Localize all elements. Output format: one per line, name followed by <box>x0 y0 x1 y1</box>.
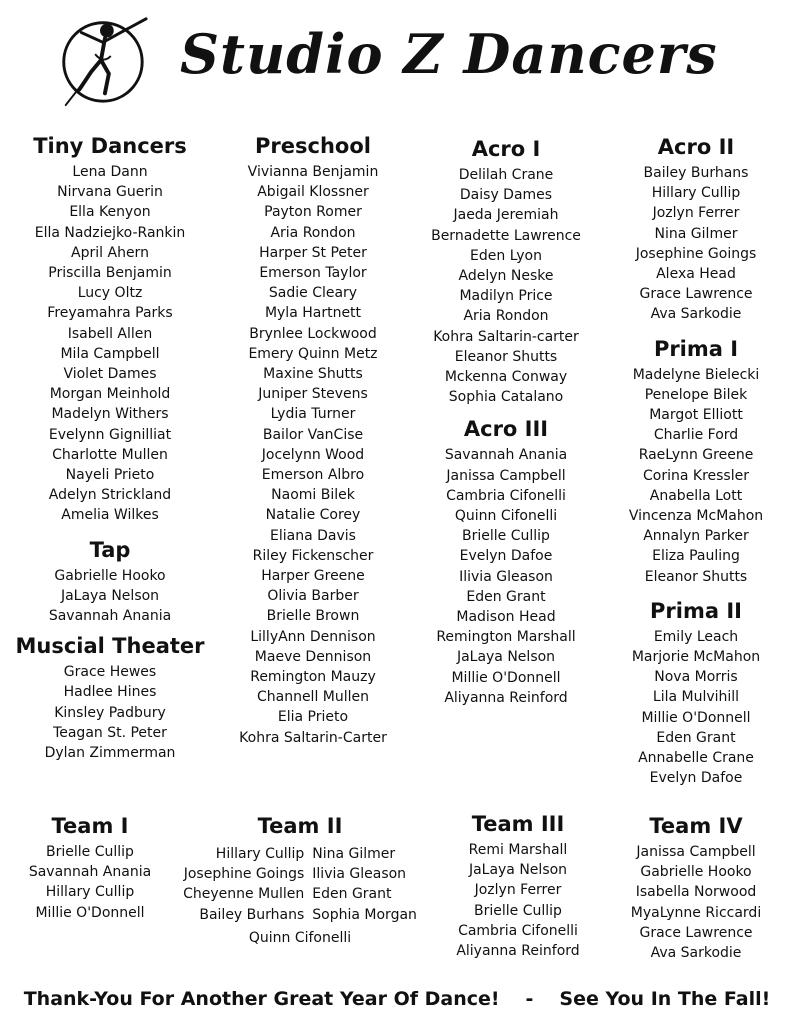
list-item: Charlie Ford <box>653 427 739 444</box>
column-3 <box>418 135 594 708</box>
group-list-tiny-dancers <box>10 162 210 526</box>
list-item: Lucy Oltz <box>77 285 143 302</box>
list-item: MyaLynne Riccardi <box>630 904 762 921</box>
list-item: Grace Lawrence <box>639 924 753 941</box>
list-item: Sadie Cleary <box>268 285 358 302</box>
footer-thank-you: Thank-You For Another Great Year Of Dance! <box>23 988 500 1010</box>
list-item: Millie O'Donnell <box>641 709 751 726</box>
list-item: Jocelynn Wood <box>261 446 365 463</box>
list-item: Adelyn Strickland <box>48 487 172 504</box>
list-item: Ella Kenyon <box>69 204 151 221</box>
list-item: Maxine Shutts <box>263 366 363 383</box>
footer-message <box>0 988 794 1010</box>
group-list-team-2-right <box>312 844 417 925</box>
group-list-preschool <box>212 162 414 748</box>
list-item: Violet Dames <box>63 366 157 383</box>
list-item: Janissa Campbell <box>636 844 756 860</box>
list-item: Evelynn Gignilliat <box>48 426 172 443</box>
list-item: Channell Mullen <box>256 689 370 706</box>
list-item: Eden Grant <box>312 886 392 903</box>
list-item: Nayeli Prieto <box>65 467 155 484</box>
footer-separator: - <box>525 988 534 1010</box>
list-item: Cambria Cifonelli <box>446 487 566 504</box>
list-item: Brielle Cullip <box>462 528 550 545</box>
list-item: Eliza Pauling <box>652 548 740 565</box>
list-item: Delilah Crane <box>458 167 554 183</box>
list-item: Josephine Goings <box>635 245 757 262</box>
list-item: Kohra Saltarin-Carter <box>239 729 387 746</box>
group-title-tap: Tap <box>89 537 131 562</box>
list-item: Lena Dann <box>72 164 148 180</box>
list-item: Brynlee Lockwood <box>249 325 377 342</box>
list-item: Madelyne Bielecki <box>632 366 760 383</box>
list-item: Eleanor Shutts <box>454 348 558 365</box>
team-2-section <box>172 812 428 948</box>
dancer-in-circle-logo-icon <box>52 10 150 110</box>
list-item: Hillary Cullip <box>215 846 305 862</box>
list-item: Jozlyn Ferrer <box>652 205 740 222</box>
list-item: Cheyenne Mullen <box>183 886 305 903</box>
list-item: Amelia Wilkes <box>61 507 159 524</box>
list-item: JaLaya Nelson <box>468 862 568 879</box>
group-title-team-4: Team IV <box>649 814 743 838</box>
group-title-team-1: Team I <box>51 814 129 838</box>
team-1-section <box>12 812 168 923</box>
list-item: Aliyanna Reinford <box>456 943 580 960</box>
list-item: Aliyanna Reinford <box>444 689 568 706</box>
list-item: Savannah Anania <box>48 608 172 625</box>
list-item: Freyamahra Parks <box>47 305 173 322</box>
list-item: Bailey Burhans <box>199 906 305 923</box>
list-item: Bernadette Lawrence <box>431 227 581 244</box>
list-item: Riley Fickenscher <box>252 547 374 564</box>
list-item: Kohra Saltarin-carter <box>433 328 579 345</box>
list-item: Nina Gilmer <box>654 225 738 242</box>
list-item: Olivia Barber <box>267 588 359 605</box>
list-item: LillyAnn Dennison <box>250 628 376 645</box>
list-item: Naomi Bilek <box>271 487 355 504</box>
list-item: Hadlee Hines <box>63 684 157 701</box>
group-list-acro-3 <box>418 445 594 708</box>
page-title: Studio Z Dancers <box>180 22 718 86</box>
list-item: Lila Mulvihill <box>652 689 740 706</box>
list-item: Natalie Corey <box>265 507 361 524</box>
group-list-team-3 <box>436 840 600 961</box>
list-item: Myla Hartnett <box>264 305 362 322</box>
list-item: Gabrielle Hooko <box>54 567 166 584</box>
list-item: Eden Lyon <box>470 247 542 264</box>
list-item: JaLaya Nelson <box>60 587 160 604</box>
list-item: Emerson Albro <box>261 467 365 484</box>
list-item: Eliana Davis <box>270 527 356 544</box>
group-list-musical-theater <box>10 662 210 763</box>
list-item: Harper St Peter <box>259 244 367 261</box>
list-item: Emily Leach <box>653 628 739 645</box>
group-list-team-4 <box>608 842 784 963</box>
list-item: Madelyn Withers <box>51 406 169 423</box>
list-item: Evelyn Dafoe <box>649 770 743 787</box>
list-item: Quinn Cifonelli <box>454 508 558 525</box>
column-2 <box>212 132 414 748</box>
group-list-tap <box>10 566 210 627</box>
list-item: Brielle Cullip <box>46 844 134 860</box>
list-item: Priscilla Benjamin <box>48 265 172 282</box>
list-item: JaLaya Nelson <box>456 649 556 666</box>
list-item: Annalyn Parker <box>643 528 749 545</box>
list-item: Dylan Zimmerman <box>44 745 176 762</box>
list-item: Millie O'Donnell <box>451 669 561 686</box>
list-item: Alexa Head <box>656 266 736 283</box>
list-item: Bailey Burhans <box>643 165 749 181</box>
list-item: Remington Mauzy <box>250 669 376 686</box>
list-item: Corina Kressler <box>643 467 749 484</box>
list-item: Kinsley Padbury <box>54 704 166 721</box>
team-3-section <box>436 810 600 961</box>
list-item: Isabell Allen <box>67 325 153 342</box>
list-item: Millie O'Donnell <box>35 904 145 921</box>
list-item: Cambria Cifonelli <box>458 922 578 939</box>
group-list-team-2-left <box>183 844 304 925</box>
list-item: Janissa Campbell <box>446 467 566 484</box>
list-item: Marjorie McMahon <box>631 649 761 666</box>
list-item: Eden Grant <box>466 588 546 605</box>
group-title-team-3: Team III <box>471 812 565 836</box>
list-item: Josephine Goings <box>183 866 305 883</box>
list-item: Maeve Dennison <box>254 648 372 665</box>
list-item: Abigail Klossner <box>257 184 369 201</box>
list-item: Adelyn Neske <box>458 268 554 285</box>
group-title-acro-1: Acro I <box>471 137 541 161</box>
group-title-preschool: Preschool <box>255 134 371 158</box>
list-item: Nirvana Guerin <box>57 184 163 201</box>
list-item: Juniper Stevens <box>258 386 368 403</box>
list-item: Madilyn Price <box>459 288 553 305</box>
list-item: Savannah Anania <box>444 447 568 464</box>
list-item: Mckenna Conway <box>444 369 568 386</box>
list-item: Ilivia Gleason <box>312 866 407 883</box>
list-item: Ilivia Gleason <box>459 568 553 585</box>
list-item: Hillary Cullip <box>651 185 741 202</box>
group-list-acro-1 <box>418 165 594 407</box>
list-item: Charlotte Mullen <box>52 446 168 463</box>
list-item: Gabrielle Hooko <box>640 864 752 881</box>
group-list-prima-1 <box>606 365 786 587</box>
group-title-prima-2: Prima II <box>650 598 742 623</box>
list-item: Teagan St. Peter <box>53 724 167 741</box>
team-2-grid <box>172 844 428 925</box>
list-item: Isabella Norwood <box>635 884 757 901</box>
list-item: Ava Sarkodie <box>650 306 742 323</box>
list-item: Eden Grant <box>656 729 736 746</box>
list-item: Emery Quinn Metz <box>248 345 378 362</box>
list-item: Remi Marshall <box>468 842 568 858</box>
group-title-prima-1: Prima I <box>653 336 739 361</box>
list-item: Eleanor Shutts <box>644 568 748 585</box>
list-item: Anabella Lott <box>649 487 743 504</box>
team-4-section <box>608 812 784 963</box>
list-item: Vincenza McMahon <box>628 508 764 525</box>
list-item: Aria Rondon <box>270 224 356 241</box>
list-item: Jaeda Jeremiah <box>453 207 559 224</box>
list-item: Quinn Cifonelli <box>248 929 352 946</box>
list-item: April Ahern <box>71 244 149 261</box>
list-item: Evelyn Dafoe <box>459 548 553 565</box>
group-list-team-1 <box>12 842 168 923</box>
list-item: Grace Lawrence <box>639 286 753 303</box>
list-item: Brielle Brown <box>266 608 360 625</box>
list-item: Ava Sarkodie <box>650 945 742 962</box>
list-item: Jozlyn Ferrer <box>474 882 562 899</box>
list-item: Hillary Cullip <box>45 884 135 901</box>
list-item: Daisy Dames <box>459 187 553 204</box>
list-item: Aria Rondon <box>463 308 549 325</box>
list-item: Morgan Meinhold <box>49 386 171 403</box>
list-item: Harper Greene <box>261 568 365 585</box>
list-item: Emerson Taylor <box>259 265 367 282</box>
footer-see-you: See You In The Fall! <box>559 988 771 1010</box>
group-title-team-2: Team II <box>257 814 343 838</box>
list-item: Sophia Catalano <box>448 389 564 406</box>
list-item: Margot Elliott <box>649 407 743 424</box>
list-item: Nina Gilmer <box>312 846 396 862</box>
list-item: Remington Marshall <box>436 629 576 646</box>
group-title-acro-3: Acro III <box>463 417 549 442</box>
list-item: Brielle Cullip <box>474 902 562 919</box>
list-item: Payton Romer <box>264 204 362 221</box>
list-item: Sophia Morgan <box>312 906 417 923</box>
group-list-acro-2 <box>606 163 786 325</box>
list-item: Penelope Bilek <box>644 386 748 403</box>
group-list-prima-2 <box>606 627 786 789</box>
list-item: Lydia Turner <box>270 406 356 423</box>
page-header <box>0 0 794 120</box>
group-title-musical-theater: Muscial Theater <box>15 634 205 659</box>
list-item: Mila Campbell <box>60 345 160 362</box>
group-title-tiny-dancers: Tiny Dancers <box>33 134 187 158</box>
column-4 <box>606 133 786 788</box>
list-item: Bailor VanCise <box>262 426 364 443</box>
list-item: Savannah Anania <box>28 864 152 881</box>
column-1 <box>10 132 210 763</box>
list-item: Grace Hewes <box>63 664 157 681</box>
list-item: Nova Morris <box>654 669 738 686</box>
list-item: Ella Nadziejko-Rankin <box>34 224 186 241</box>
group-title-acro-2: Acro II <box>657 135 735 159</box>
list-item: Annabelle Crane <box>638 750 754 767</box>
list-item: Vivianna Benjamin <box>247 164 379 180</box>
list-item: Elia Prieto <box>277 709 349 726</box>
list-item: RaeLynn Greene <box>638 447 754 464</box>
list-item: Madison Head <box>456 609 556 626</box>
